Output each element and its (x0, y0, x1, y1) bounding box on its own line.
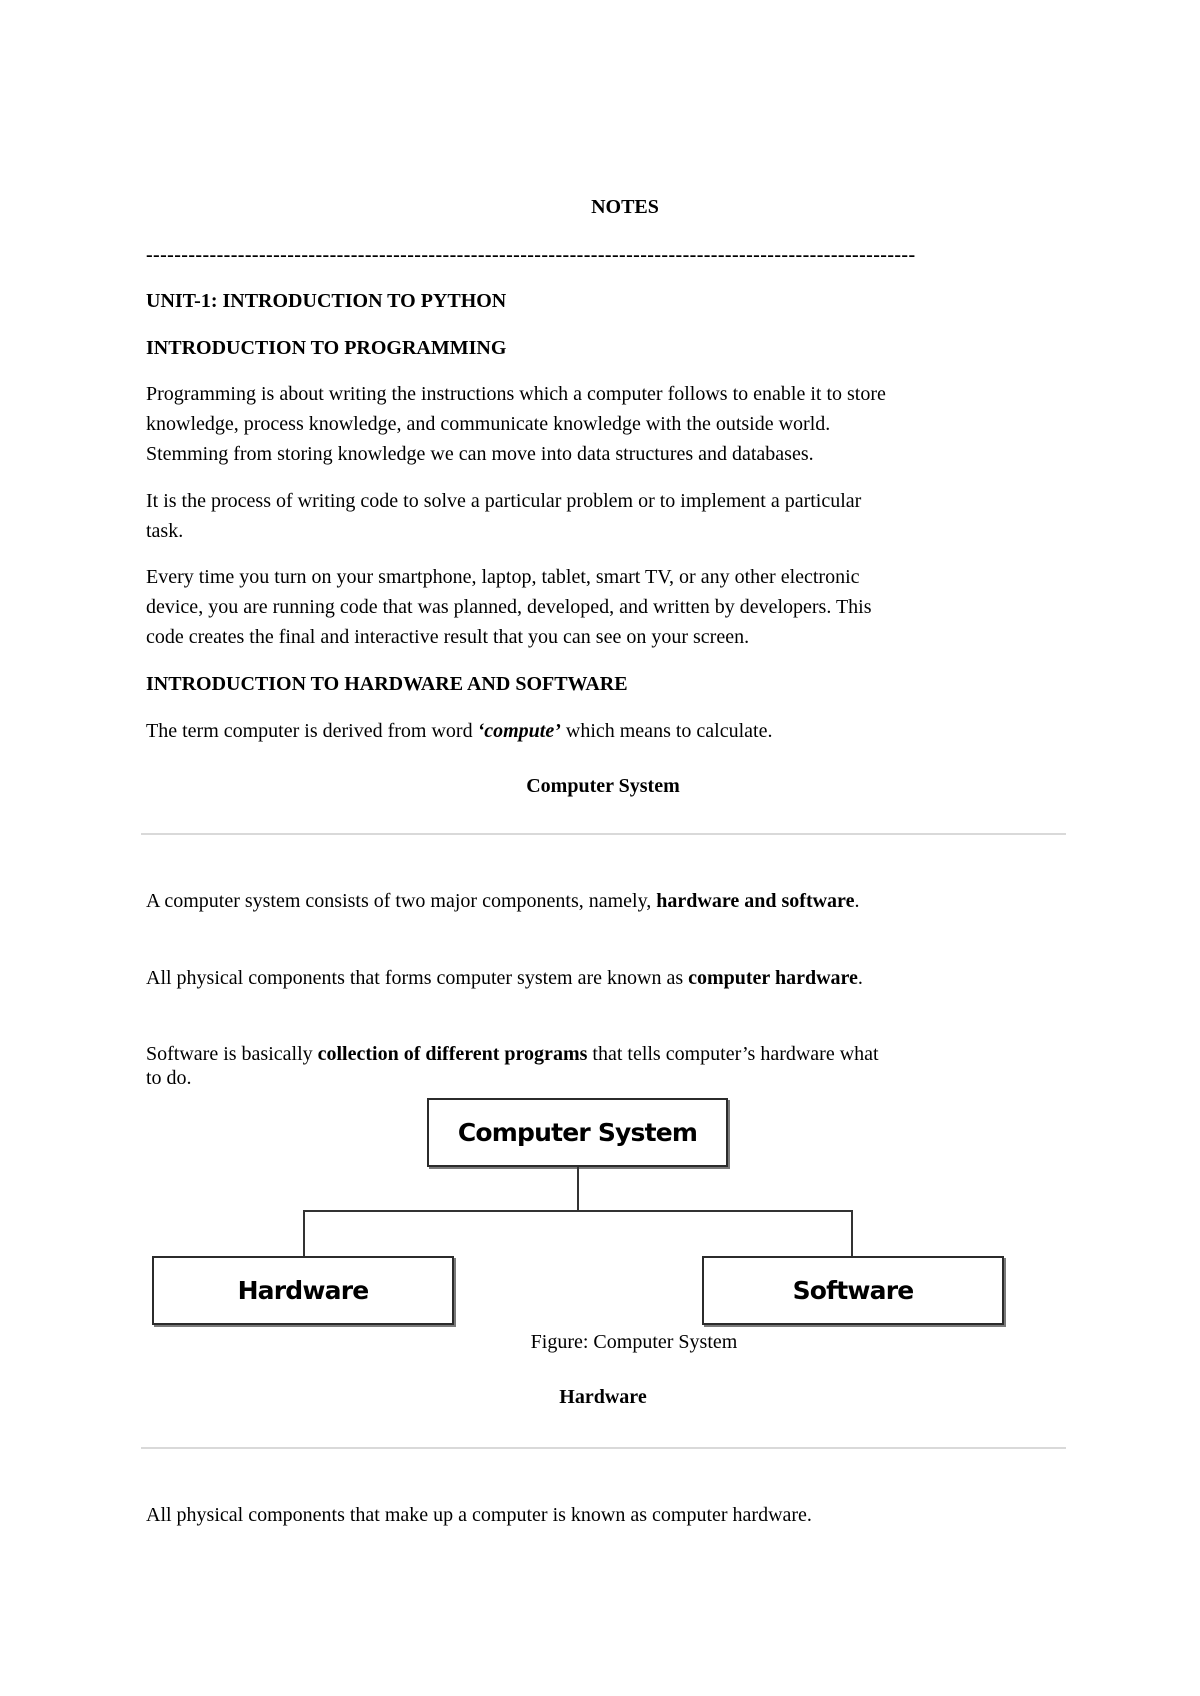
page-title: NOTES (591, 196, 659, 218)
software-emphasis: collection of different programs (317, 1043, 588, 1065)
dashed-separator: ------------------------------------------------------------------------------------------------------------- (146, 244, 916, 266)
software-text: Software is basically (146, 1043, 318, 1065)
components-text: . (854, 890, 860, 912)
paragraph-line (146, 1039, 879, 1069)
diagram-connector (577, 1167, 579, 1212)
hardware-paragraph: All physical components that make up a computer is known as computer hardware. (146, 1504, 812, 1526)
software-sentence (146, 1039, 879, 1093)
paragraph-line: It is the process of writing code to solve a particular problem or to implement a particular (146, 490, 862, 512)
section-heading-programming: INTRODUCTION TO PROGRAMMING (146, 337, 507, 359)
diagram-node-software: Software (702, 1256, 1004, 1325)
components-sentence (146, 886, 859, 916)
term-emphasis: ‘compute’ (477, 720, 561, 742)
physical-emphasis: computer hardware (688, 967, 858, 989)
term-text: which means to calculate. (560, 720, 773, 742)
diagram-node-computer-system: Computer System (427, 1098, 728, 1167)
term-sentence (146, 716, 772, 746)
physical-text: All physical components that forms computer system are known as (146, 967, 689, 989)
physical-text: . (857, 967, 863, 989)
components-text: A computer system consists of two major components, namely, (146, 890, 657, 912)
software-text: that tells computer’s hardware what (587, 1043, 879, 1065)
paragraph-line: task. (146, 520, 184, 542)
paragraph-every-time (146, 562, 872, 652)
diagram-connector (851, 1210, 853, 1256)
figure-caption: Figure: Computer System (530, 1331, 738, 1353)
paragraph-line: code creates the final and interactive result that you can see on your screen. (146, 626, 750, 648)
term-text: The term computer is derived from word (146, 720, 478, 742)
paragraph-line: knowledge, process knowledge, and communicate knowledge with the outside world. (146, 413, 831, 435)
horizontal-divider (141, 1447, 1066, 1449)
paragraph-line: Stemming from storing knowledge we can move into data structures and databases. (146, 443, 814, 465)
section-heading-hardware-software: INTRODUCTION TO HARDWARE AND SOFTWARE (146, 673, 628, 695)
horizontal-divider (141, 833, 1066, 835)
paragraph-programming-definition (146, 379, 886, 469)
paragraph-line: Every time you turn on your smartphone, laptop, tablet, smart TV, or any other electronic (146, 566, 860, 588)
computer-system-heading: Computer System (526, 775, 680, 797)
physical-components-sentence (146, 963, 863, 993)
paragraph-line: to do. (146, 1067, 192, 1089)
paragraph-process-of-writing (146, 486, 861, 546)
hardware-heading: Hardware (559, 1386, 647, 1408)
paragraph-line: device, you are running code that was planned, developed, and written by developers. This (146, 596, 872, 618)
diagram-connector (303, 1210, 853, 1212)
paragraph-line: Programming is about writing the instructions which a computer follows to enable it to store (146, 383, 886, 405)
diagram-node-hardware: Hardware (152, 1256, 454, 1325)
components-emphasis: hardware and software (656, 890, 855, 912)
unit-heading: UNIT-1: INTRODUCTION TO PYTHON (146, 290, 507, 312)
diagram-connector (303, 1210, 305, 1256)
